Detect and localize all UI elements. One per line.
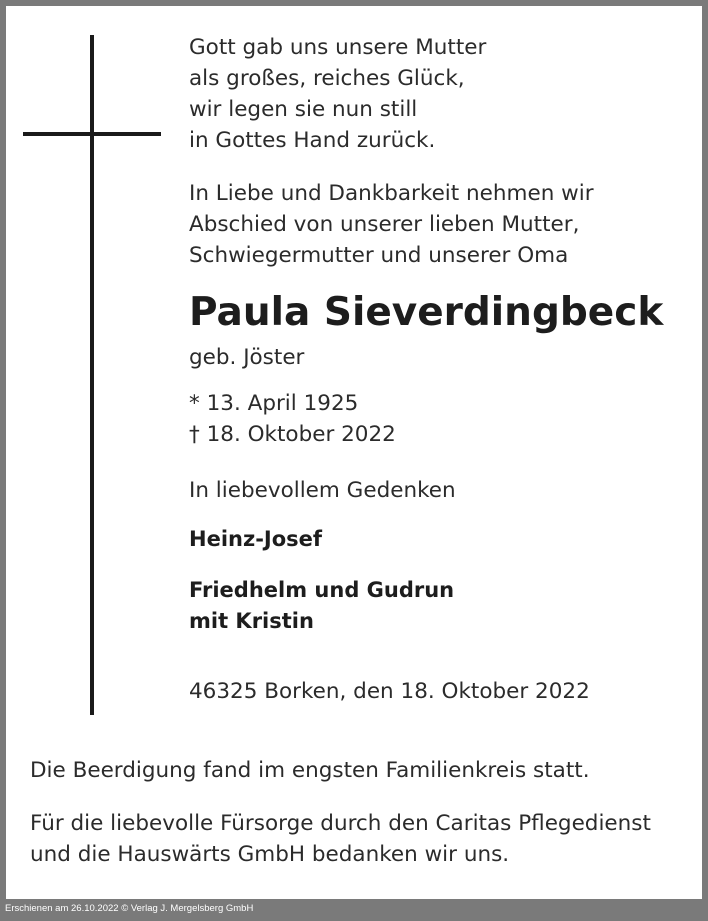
- mourner-name: Heinz-Josef: [189, 527, 323, 551]
- burial-note: Die Beerdigung fand im engsten Familienkreis statt.: [30, 758, 590, 783]
- poem-line: als großes, reiches Glück,: [189, 66, 465, 91]
- thanks-note: [30, 808, 651, 870]
- mourner-family: [189, 575, 454, 637]
- poem-line: Gott gab uns unsere Mutter: [189, 35, 487, 60]
- life-dates: [189, 388, 396, 450]
- thanks-line: und die Hauswärts GmbH bedanken wir uns.: [30, 842, 510, 867]
- farewell-intro: [189, 178, 594, 271]
- obituary-notice: [6, 6, 702, 899]
- publication-footer: Erschienen am 26.10.2022 © Verlag J. Mergelsberg GmbH: [5, 903, 254, 914]
- cross-icon-vertical-bar: [90, 35, 94, 715]
- maiden-name: geb. Jöster: [189, 345, 305, 370]
- place-and-date: 46325 Borken, den 18. Oktober 2022: [189, 679, 590, 704]
- death-date: † 18. Oktober 2022: [189, 422, 396, 447]
- thanks-line: Für die liebevolle Fürsorge durch den Caritas Pflegedienst: [30, 811, 651, 836]
- mourner-name: mit Kristin: [189, 609, 314, 633]
- memorial-poem: [189, 32, 486, 156]
- birth-date: * 13. April 1925: [189, 391, 359, 416]
- mourners-heading: In liebevollem Gedenken: [189, 478, 456, 503]
- poem-line: in Gottes Hand zurück.: [189, 128, 436, 153]
- intro-line: Schwiegermutter und unserer Oma: [189, 243, 569, 268]
- deceased-name: Paula Sieverdingbeck: [189, 290, 664, 335]
- cross-icon-horizontal-bar: [23, 132, 161, 136]
- mourner-name: Friedhelm und Gudrun: [189, 578, 455, 602]
- poem-line: wir legen sie nun still: [189, 97, 418, 122]
- intro-line: In Liebe und Dankbarkeit nehmen wir: [189, 181, 594, 206]
- intro-line: Abschied von unserer lieben Mutter,: [189, 212, 580, 237]
